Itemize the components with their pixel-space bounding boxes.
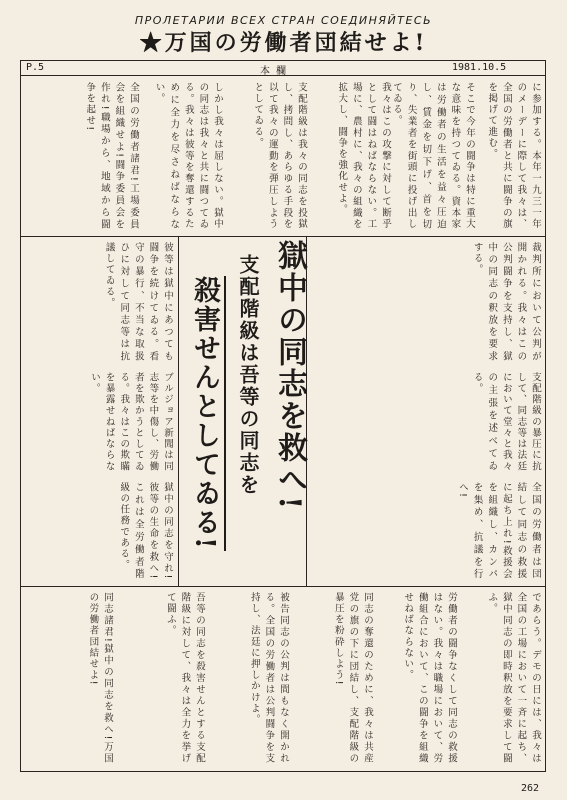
middle-left-upper: 彼等は獄中にあつても闘争を続けてゐる。看守の暴行、不当な取扱ひに対して同志等は抗議してゐる。 [103,242,173,362]
bottom-column-3: 同志の奪還のために、我々は共産党の旗の下に団結し、支配階級の暴圧を粉砕しよう! [332,592,373,764]
middle-right-lower: 全国の労働者は団結して同志の救援に起ち上れ!救援会を組織し、カンパを集め、抗議を行へ! [457,482,541,580]
top-column-4: 支配階級は我々の同志を投獄し、拷問し、あらゆる手段を以て我々の運動を弾圧しようとしてゐる。 [252,82,307,230]
top-column-3: 我々はこの攻撃に対して断乎として闘はねばならない。工場に、農村に、我々の組織を拡大し、闘争を強化せよ。 [336,82,391,230]
motto: ПРОЛЕТАРИИ ВСЕХ СТРАН СОЕДИНЯЙТЕСЬ [134,14,433,27]
bottom-column-1: であらう。デモの日には、我々は全国の工場において一斉に起ち、獄中同志の即時釈放を要求して闘ふ。 [486,592,541,764]
middle-left-center: ブルジョア新聞は同志等を中傷し、労働者を欺かうとしてゐる。我々はこの欺瞞を暴露せねばならない。 [89,372,173,472]
bottom-column-5: 吾等の同志を殺害せんとする支配階級に対して、我々は全力を挙げて闘ふ。 [164,592,205,764]
bottom-column-6: 同志諸君!獄中の同志を救へ!万国の労働者団結せよ! [87,592,113,764]
top-column-6: 全国の労働者諸君!工場委員会を組織せよ!闘争委員会を作れ!職場から、地域から闘争を起せ! [84,82,139,230]
masthead-title: ★万国の労働者団結せよ! [139,30,428,56]
headline-emphasis: 殺害せんとしてゐる! [188,276,226,551]
section-rule-2 [20,586,546,587]
section-label: 本 欄 [260,66,287,77]
headline-sub: 支配階級は吾等の同志を [236,254,260,496]
middle-right-upper: 裁判所において公判が開かれる。我々はこの公判闘争を支持し、獄中の同志の釈放を要求する。 [471,242,541,362]
top-column-1: に参加する。本年一九三一年のメーデーに際して我々は、全国の労働者と共に闘争の旗を掲げて進む。 [486,82,541,230]
middle-left-lower: 獄中の同志を守れ!彼等の生命を救へ!これは全労働者階級の任務である。 [118,482,173,580]
page-label: P.5 [26,62,45,73]
header-rule [20,75,546,76]
top-column-5: しかし我々は屈しない。獄中の同志は我々と共に闘つてゐる。我々は彼等を奪還するために全力を尽さねばならない。 [153,82,223,230]
middle-right-center: 支配階級の暴圧に抗して、同志等は法廷において堂々と我々の主張を述べてゐる。 [471,372,541,472]
top-column-2: そこで今年の闘争は特に重大な意味を持つてゐる。資本家は労働者の生活を益々圧迫し、賃金を切下げ、首を切り、失業者を街頭に投げ出してゐる。 [391,82,475,230]
bottom-column-2: 労働者の闘争なくして同志の救援はない。我々は職場において、労働組合において、この闘争を組織せねばならない。 [402,592,457,764]
issue-date: 1981.10.5 [452,62,507,73]
bottom-column-4: 被告同志の公判は間もなく開かれる。全国の労働者は公判闘争を支持し、法廷に押しかけよ。 [248,592,289,764]
section-rule-1 [20,236,546,237]
column-rule [178,236,179,586]
headline-main: 獄中の同志を救へ! [272,240,307,512]
page-number: 262 [520,783,539,794]
